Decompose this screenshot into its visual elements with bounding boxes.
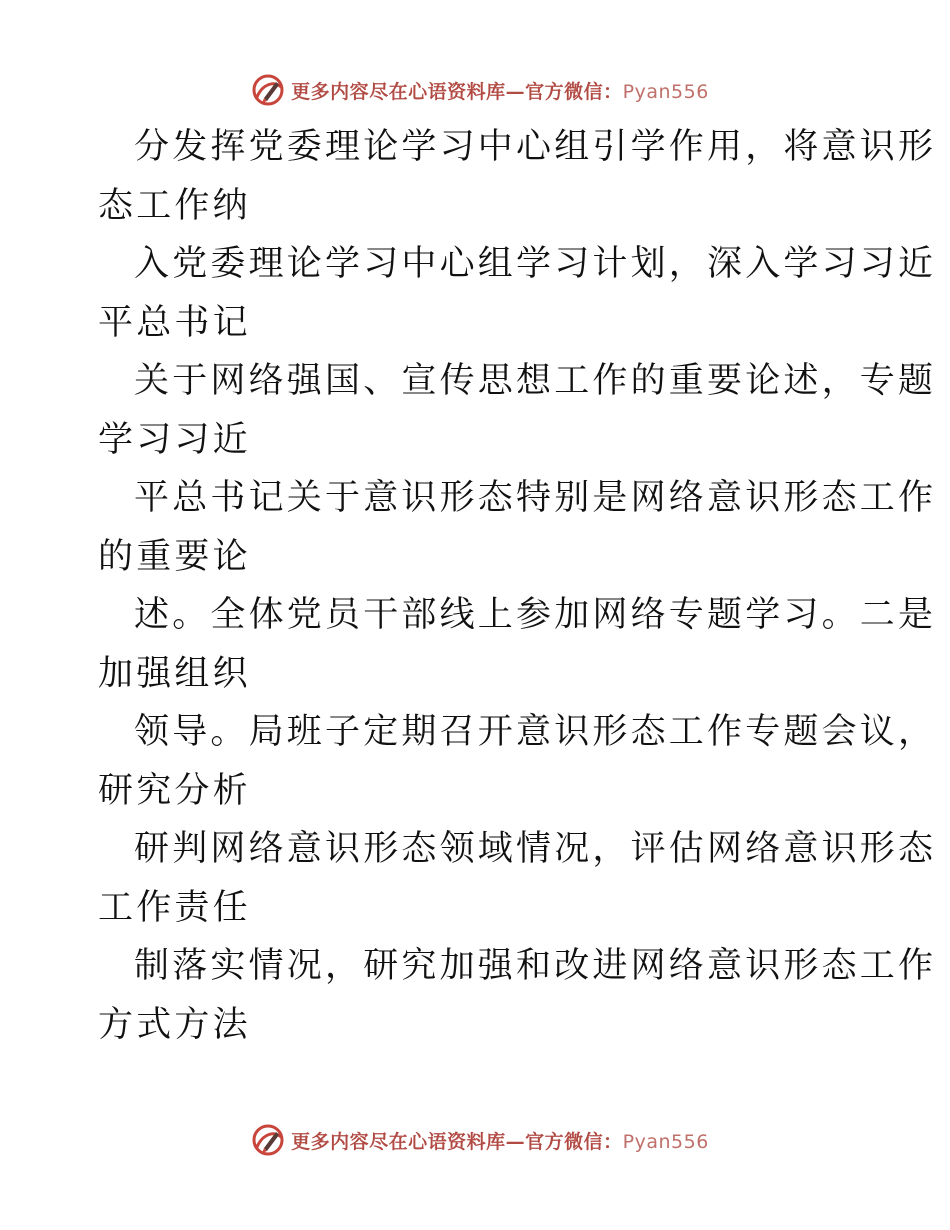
header-banner-content bbox=[241, 73, 709, 107]
footer-banner-content bbox=[241, 1123, 709, 1157]
body-line-5: 关于网络强国、宣传思想工作的重要论述，专题 bbox=[134, 361, 937, 401]
body-line-2: 态工作纳 bbox=[98, 185, 251, 226]
body-line-3: 入党委理论学习中心组学习计划，深入学习习近 bbox=[134, 244, 937, 284]
body-line-7: 平总书记关于意识形态特别是网络意识形态工作 bbox=[134, 478, 937, 518]
footer-banner-handle: Pyan556 bbox=[622, 1130, 709, 1153]
body-line-12: 研究分析 bbox=[98, 770, 251, 811]
body-line-14: 工作责任 bbox=[98, 887, 251, 928]
footer-banner-text: 更多内容尽在心语资料库—官方微信：Pyan556 bbox=[291, 1130, 709, 1153]
pen-swirl-logo-icon bbox=[251, 1123, 285, 1157]
pen-swirl-logo-icon bbox=[251, 73, 285, 107]
body-line-15: 制落实情况，研究加强和改进网络意识形态工作 bbox=[134, 946, 937, 986]
body-line-13: 研判网络意识形态领域情况，评估网络意识形态 bbox=[134, 829, 937, 869]
footer-banner bbox=[0, 1120, 950, 1160]
header-banner-handle: Pyan556 bbox=[622, 80, 709, 103]
header-banner bbox=[0, 70, 950, 110]
body-line-9: 述。全体党员干部线上参加网络专题学习。二是 bbox=[134, 595, 937, 635]
body-line-11: 领导。局班子定期召开意识形态工作专题会议， bbox=[134, 712, 937, 752]
body-line-4: 平总书记 bbox=[98, 302, 251, 343]
body-line-1: 分发挥党委理论学习中心组引学作用，将意识形 bbox=[134, 127, 937, 167]
body-line-8: 的重要论 bbox=[98, 536, 251, 577]
body-line-16: 方式方法 bbox=[98, 1004, 251, 1045]
body-line-10: 加强组织 bbox=[98, 653, 251, 694]
document-body bbox=[98, 118, 937, 1054]
body-line-6: 学习习近 bbox=[98, 419, 251, 460]
header-banner-text: 更多内容尽在心语资料库—官方微信：Pyan556 bbox=[291, 80, 709, 103]
